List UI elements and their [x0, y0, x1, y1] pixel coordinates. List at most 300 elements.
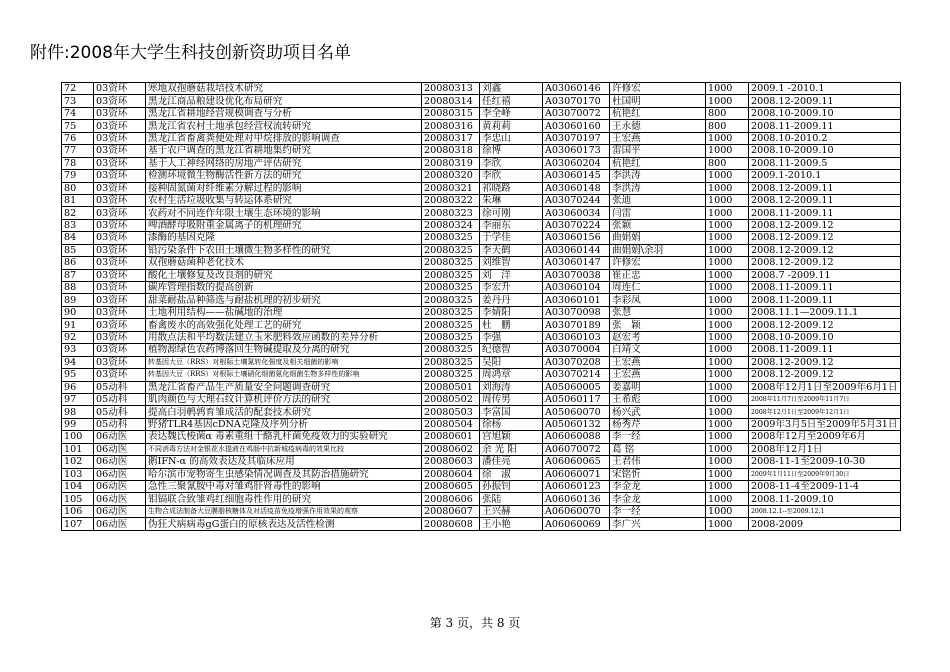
table-row [62, 294, 901, 306]
advisor-cell: 李彩凤 [610, 294, 706, 306]
student-id-cell: A06060071 [543, 468, 610, 480]
college-cell: 03资环 [94, 145, 146, 157]
advisor-cell: 许修宏 [610, 83, 706, 95]
college-cell: 03资环 [94, 294, 146, 306]
college-cell: 03资环 [94, 257, 146, 269]
leader-cell: 黄莉莉 [480, 120, 543, 132]
table-row [62, 306, 901, 318]
advisor-cell: 李金龙 [610, 493, 706, 505]
leader-cell: 祁晓路 [480, 182, 543, 194]
period-cell: 2008.12-2009.12 [749, 219, 901, 231]
table-row [62, 157, 901, 169]
project-name-cell: 转基因大豆（RRS）对根际土壤硝化细菌氨化细菌生物多样性的影响 [146, 369, 422, 381]
project-name-cell: 黑龙江省畜产品生产质量安全问题调查研究 [146, 381, 422, 393]
table-row [62, 431, 901, 443]
student-id-cell: A06070072 [543, 443, 610, 455]
student-id-cell: A06060065 [543, 456, 610, 468]
period-cell: 2008.11.1—2009.11.1 [749, 306, 901, 318]
leader-cell: 李忠山 [480, 132, 543, 144]
funding-cell: 1000 [706, 493, 749, 505]
leader-cell: 徐博 [480, 145, 543, 157]
project-code-cell: 20080325 [422, 331, 480, 343]
student-id-cell: A03060101 [543, 294, 610, 306]
college-cell: 06动医 [94, 493, 146, 505]
project-name-cell: 漆酶的基因克隆 [146, 232, 422, 244]
project-name-cell: 基于人工神经网络的房地产评估研究 [146, 157, 422, 169]
project-table [61, 82, 901, 531]
project-name-cell: 寒地双孢蘑菇栽培技术研究 [146, 83, 422, 95]
project-code-cell: 20080317 [422, 132, 480, 144]
college-cell: 03资环 [94, 219, 146, 231]
project-name-cell: 农村生活垃圾收集与转运体系研究 [146, 194, 422, 206]
row-number-cell: 75 [62, 120, 94, 132]
funding-cell: 1000 [706, 393, 749, 405]
advisor-cell: 王宏燕 [610, 369, 706, 381]
student-id-cell: A03070170 [543, 95, 610, 107]
table-row [62, 132, 901, 144]
funding-cell: 1000 [706, 182, 749, 194]
funding-cell: 1000 [706, 381, 749, 393]
funding-cell: 1000 [706, 481, 749, 493]
period-cell: 2008.11-2009.11 [749, 344, 901, 356]
student-id-cell: A03060173 [543, 145, 610, 157]
row-number-cell: 82 [62, 207, 94, 219]
student-id-cell: A03070214 [543, 369, 610, 381]
project-name-cell: 植物源绿色农药博落回生物碱提取及分离的研究 [146, 344, 422, 356]
student-id-cell: A03070208 [543, 356, 610, 368]
college-cell: 06动医 [94, 468, 146, 480]
leader-cell: 张陆 [480, 493, 543, 505]
project-code-cell: 20080321 [422, 182, 480, 194]
student-id-cell: A03070072 [543, 107, 610, 119]
project-code-cell: 20080504 [422, 418, 480, 430]
project-code-cell: 20080324 [422, 219, 480, 231]
college-cell: 03资环 [94, 107, 146, 119]
advisor-cell: 李金龙 [610, 481, 706, 493]
student-id-cell: A03070197 [543, 132, 610, 144]
student-id-cell: A03070038 [543, 269, 610, 281]
period-cell: 2008-11-4至2009-11-4 [749, 481, 901, 493]
project-code-cell: 20080313 [422, 83, 480, 95]
project-code-cell: 20080318 [422, 145, 480, 157]
college-cell: 05动科 [94, 406, 146, 418]
table-row [62, 83, 901, 95]
project-name-cell: 野猪TLR4基因cDNA克隆及序列分析 [146, 418, 422, 430]
page-title: 附件:2008年大学生科技创新资助项目名单 [30, 43, 351, 63]
leader-cell: 刘维智 [480, 257, 543, 269]
row-number-cell: 79 [62, 170, 94, 182]
period-cell: 2008.12-2009.12 [749, 369, 901, 381]
funding-cell: 1000 [706, 95, 749, 107]
period-cell: 2008.10-2009.10 [749, 145, 901, 157]
advisor-cell: 王君伟 [610, 456, 706, 468]
table-row [62, 356, 901, 368]
page-footer: 第 3 页，共 8 页 [429, 616, 521, 630]
row-number-cell: 107 [62, 518, 94, 530]
advisor-cell: 张慧 [610, 306, 706, 318]
funding-cell: 1000 [706, 145, 749, 157]
period-cell: 2008.12-2009.12 [749, 244, 901, 256]
project-code-cell: 20080502 [422, 393, 480, 405]
advisor-cell: 曲娟娟\余羽 [610, 244, 706, 256]
project-code-cell: 20080605 [422, 481, 480, 493]
leader-cell: 刘鑫 [480, 83, 543, 95]
leader-cell: 徐可刚 [480, 207, 543, 219]
project-name-cell: 钼镉联合致雏鸡红细胞毒性作用的研究 [146, 493, 422, 505]
project-code-cell: 20080607 [422, 505, 480, 517]
period-cell: 2008.11-2009.5 [749, 157, 901, 169]
project-name-cell: 基于农户调查的黑龙江省耕地集约研究 [146, 145, 422, 157]
table-body [62, 83, 901, 531]
row-number-cell: 83 [62, 219, 94, 231]
project-name-cell: 生物合成法制备大豆膜脂核糖体及对活疫苗免疫增强作用效果的观察 [146, 505, 422, 517]
row-number-cell: 101 [62, 443, 94, 455]
advisor-cell: 王宏燕 [610, 132, 706, 144]
table-row [62, 369, 901, 381]
row-number-cell: 104 [62, 481, 94, 493]
table-row [62, 518, 901, 530]
advisor-cell: 张颖 [610, 219, 706, 231]
table-row [62, 481, 901, 493]
project-name-cell: 啤酒酵母吸附重金属离子的机理研究 [146, 219, 422, 231]
funding-cell: 1000 [706, 356, 749, 368]
table-row [62, 120, 901, 132]
college-cell: 03资环 [94, 120, 146, 132]
project-code-cell: 20080322 [422, 194, 480, 206]
project-code-cell: 20080323 [422, 207, 480, 219]
student-id-cell: A03070224 [543, 219, 610, 231]
college-cell: 03资环 [94, 369, 146, 381]
leader-cell: 徐 淑 [480, 468, 543, 480]
row-number-cell: 86 [62, 257, 94, 269]
period-cell: 2008-11-1至2009-10-30 [749, 456, 901, 468]
table-row [62, 269, 901, 281]
row-number-cell: 74 [62, 107, 94, 119]
table-row [62, 456, 901, 468]
period-cell: 2008-2009 [749, 518, 901, 530]
project-name-cell: 表达魏氏梭菌α 毒素重组干酪乳杆菌免疫效力的实验研究 [146, 431, 422, 443]
college-cell: 03资环 [94, 170, 146, 182]
row-number-cell: 100 [62, 431, 94, 443]
period-cell: 2008.11-2009.11 [749, 294, 901, 306]
leader-cell: 杜 鹏 [480, 319, 543, 331]
row-number-cell: 78 [62, 157, 94, 169]
row-number-cell: 94 [62, 356, 94, 368]
project-name-cell: 黑龙江省农村土地承包经营权流转研究 [146, 120, 422, 132]
project-name-cell: 黑龙江省畜禽粪便处理对甲烷排放的影响调查 [146, 132, 422, 144]
advisor-cell: 杭艳红 [610, 157, 706, 169]
project-code-cell: 20080316 [422, 120, 480, 132]
college-cell: 06动医 [94, 518, 146, 530]
funding-cell: 1000 [706, 319, 749, 331]
project-code-cell: 20080325 [422, 232, 480, 244]
project-name-cell: 土地利用结构——盐碱地的治理 [146, 306, 422, 318]
period-cell: 2008.11-2009.11 [749, 282, 901, 294]
college-cell: 03资环 [94, 157, 146, 169]
student-id-cell: A03060148 [543, 182, 610, 194]
advisor-cell: 李一经 [610, 431, 706, 443]
leader-cell: 姜丹丹 [480, 294, 543, 306]
project-code-cell: 20080325 [422, 269, 480, 281]
advisor-cell: 曲娟娟 [610, 232, 706, 244]
table-row [62, 493, 901, 505]
project-name-cell: 不同消毒方法对金银花水提液在鸡肠中抗新城疫病毒的效果比较 [146, 443, 422, 455]
row-number-cell: 88 [62, 282, 94, 294]
advisor-cell: 赵宏考 [610, 331, 706, 343]
period-cell: 2009年3月5日至2009年5月31日 [749, 418, 901, 430]
college-cell: 03资环 [94, 319, 146, 331]
table-row [62, 468, 901, 480]
project-name-cell: 检测环境微生物酶活性新方法的研究 [146, 170, 422, 182]
project-name-cell: 甜菜耐盐品种筛选与耐盐机理的初步研究 [146, 294, 422, 306]
row-number-cell: 95 [62, 369, 94, 381]
advisor-cell: 闫雷 [610, 207, 706, 219]
leader-cell: 李宏升 [480, 282, 543, 294]
project-code-cell: 20080325 [422, 356, 480, 368]
row-number-cell: 93 [62, 344, 94, 356]
college-cell: 06动医 [94, 431, 146, 443]
project-code-cell: 20080319 [422, 157, 480, 169]
college-cell: 03资环 [94, 331, 146, 343]
college-cell: 03资环 [94, 306, 146, 318]
table-row [62, 170, 901, 182]
project-code-cell: 20080606 [422, 493, 480, 505]
funding-cell: 1000 [706, 257, 749, 269]
leader-cell: 朱琳 [480, 194, 543, 206]
project-name-cell: 酸化土壤修复及改良剂的研究 [146, 269, 422, 281]
period-cell: 2008.12-2009.12 [749, 232, 901, 244]
funding-cell: 1000 [706, 282, 749, 294]
advisor-cell: 崔正忠 [610, 269, 706, 281]
row-number-cell: 85 [62, 244, 94, 256]
student-id-cell: A03070004 [543, 344, 610, 356]
project-code-cell: 20080608 [422, 518, 480, 530]
project-name-cell: 黑龙江商品粮建设优化布局研究 [146, 95, 422, 107]
student-id-cell: A05060070 [543, 406, 610, 418]
college-cell: 06动医 [94, 505, 146, 517]
advisor-cell: 王永德 [610, 120, 706, 132]
funding-cell: 1000 [706, 331, 749, 343]
leader-cell: 李丽东 [480, 219, 543, 231]
row-number-cell: 84 [62, 232, 94, 244]
row-number-cell: 103 [62, 468, 94, 480]
project-code-cell: 20080325 [422, 369, 480, 381]
funding-cell: 1000 [706, 344, 749, 356]
project-code-cell: 20080320 [422, 170, 480, 182]
college-cell: 03资环 [94, 344, 146, 356]
college-cell: 03资环 [94, 95, 146, 107]
table-row [62, 257, 901, 269]
project-name-cell: 提高白羽鹌鹑育雏成活的配套技术研究 [146, 406, 422, 418]
funding-cell: 1000 [706, 369, 749, 381]
project-name-cell: 鹅IFN-α 的高效表达及其临床应用 [146, 456, 422, 468]
leader-cell: 李强 [480, 331, 543, 343]
project-code-cell: 20080325 [422, 319, 480, 331]
table-row [62, 107, 901, 119]
student-id-cell: A03060147 [543, 257, 610, 269]
funding-cell: 800 [706, 157, 749, 169]
college-cell: 03资环 [94, 356, 146, 368]
project-code-cell: 20080503 [422, 406, 480, 418]
funding-cell: 800 [706, 120, 749, 132]
project-name-cell: 急性三聚氰胺中毒对雏鸡肝肾毒性的影响 [146, 481, 422, 493]
project-name-cell: 畜禽废水的高效强化处理工艺的研究 [146, 319, 422, 331]
row-number-cell: 105 [62, 493, 94, 505]
period-cell: 2008.10-2009.10 [749, 107, 901, 119]
advisor-cell: 杭艳红 [610, 107, 706, 119]
college-cell: 03资环 [94, 282, 146, 294]
period-cell: 2008.12-2009.12 [749, 257, 901, 269]
advisor-cell: 姜嘉明 [610, 381, 706, 393]
row-number-cell: 92 [62, 331, 94, 343]
advisor-cell: 王希彪 [610, 393, 706, 405]
advisor-cell: 葛 铭 [610, 443, 706, 455]
leader-cell: 于学佳 [480, 232, 543, 244]
row-number-cell: 90 [62, 306, 94, 318]
table-row [62, 406, 901, 418]
row-number-cell: 73 [62, 95, 94, 107]
advisor-cell: 张迪 [610, 194, 706, 206]
project-name-cell: 双孢蘑菇菌种老化技术 [146, 257, 422, 269]
row-number-cell: 87 [62, 269, 94, 281]
project-table-wrapper [61, 82, 901, 531]
leader-cell: 余 光 阳 [480, 443, 543, 455]
student-id-cell: A06060070 [543, 505, 610, 517]
college-cell: 06动医 [94, 456, 146, 468]
project-name-cell: 哈尔滨市宠物寄生虫感染情况调查及其防治措施研究 [146, 468, 422, 480]
period-cell: 2008.12-2009.12 [749, 319, 901, 331]
student-id-cell: A03070189 [543, 319, 610, 331]
leader-cell: 宫旭颖 [480, 431, 543, 443]
project-name-cell: 铅污染条件下农田土壤微生物多样性的研究 [146, 244, 422, 256]
leader-cell: 周传男 [480, 393, 543, 405]
row-number-cell: 77 [62, 145, 94, 157]
leader-cell: 孙振钊 [480, 481, 543, 493]
leader-cell: 李天鹤 [480, 244, 543, 256]
advisor-cell: 杨兴武 [610, 406, 706, 418]
college-cell: 03资环 [94, 182, 146, 194]
table-row [62, 418, 901, 430]
project-code-cell: 20080603 [422, 456, 480, 468]
row-number-cell: 102 [62, 456, 94, 468]
funding-cell: 1000 [706, 518, 749, 530]
period-cell: 2008.12-2009.12 [749, 356, 901, 368]
advisor-cell: 宋铭忻 [610, 468, 706, 480]
table-row [62, 319, 901, 331]
funding-cell: 1000 [706, 207, 749, 219]
leader-cell: 任红禧 [480, 95, 543, 107]
project-code-cell: 20080601 [422, 431, 480, 443]
project-name-cell: 转基因大豆（RRS）对根际土壤氮转化强度及相关细菌的影响 [146, 356, 422, 368]
table-row [62, 232, 901, 244]
project-name-cell: 农药对不同连作年限土壤生态环境的影响 [146, 207, 422, 219]
row-number-cell: 91 [62, 319, 94, 331]
leader-cell: 李欣 [480, 170, 543, 182]
period-cell: 2008.10-2009.10 [749, 331, 901, 343]
student-id-cell: A05060117 [543, 393, 610, 405]
funding-cell: 1000 [706, 443, 749, 455]
advisor-cell: 张 颖 [610, 319, 706, 331]
project-name-cell: 接种固氮菌对纤维素分解过程的影响 [146, 182, 422, 194]
leader-cell: 王兴赫 [480, 505, 543, 517]
advisor-cell: 杨秀芹 [610, 418, 706, 430]
project-name-cell: 碳库管理指数的提高创新 [146, 282, 422, 294]
college-cell: 03资环 [94, 83, 146, 95]
period-cell: 2009年1月11日至2009年9月30日 [749, 468, 901, 480]
table-row [62, 393, 901, 405]
table-row [62, 381, 901, 393]
student-id-cell: A03060145 [543, 170, 610, 182]
college-cell: 03资环 [94, 132, 146, 144]
project-code-cell: 20080325 [422, 294, 480, 306]
period-cell: 2008.10-2010.2 [749, 132, 901, 144]
student-id-cell: A06060069 [543, 518, 610, 530]
student-id-cell: A03060034 [543, 207, 610, 219]
funding-cell: 1000 [706, 418, 749, 430]
period-cell: 2008年12月1日至2009年6月1日 [749, 381, 901, 393]
project-code-cell: 20080325 [422, 306, 480, 318]
advisor-cell: 杜国明 [610, 95, 706, 107]
student-id-cell: A03060204 [543, 157, 610, 169]
period-cell: 2008年12月至2009年6月 [749, 431, 901, 443]
project-code-cell: 20080314 [422, 95, 480, 107]
project-code-cell: 20080604 [422, 468, 480, 480]
funding-cell: 1000 [706, 83, 749, 95]
college-cell: 05动科 [94, 393, 146, 405]
row-number-cell: 96 [62, 381, 94, 393]
period-cell: 2008.11-2009.11 [749, 120, 901, 132]
leader-cell: 刘海涛 [480, 381, 543, 393]
row-number-cell: 97 [62, 393, 94, 405]
advisor-cell: 李广兴 [610, 518, 706, 530]
leader-cell: 李富国 [480, 406, 543, 418]
project-name-cell: 肌肉颜色与大理石纹计算机评价方法的研究 [146, 393, 422, 405]
college-cell: 03资环 [94, 232, 146, 244]
table-row [62, 182, 901, 194]
leader-cell: 纪德智 [480, 344, 543, 356]
period-cell: 2008年12月1日至2009年12月1日 [749, 406, 901, 418]
funding-cell: 1000 [706, 132, 749, 144]
student-id-cell: A06060136 [543, 493, 610, 505]
funding-cell: 1000 [706, 306, 749, 318]
funding-cell: 1000 [706, 431, 749, 443]
row-number-cell: 89 [62, 294, 94, 306]
table-row [62, 331, 901, 343]
period-cell: 2008.11-2009.10 [749, 493, 901, 505]
advisor-cell: 周连仁 [610, 282, 706, 294]
period-cell: 2009.1-2010.1 [749, 170, 901, 182]
college-cell: 06动医 [94, 481, 146, 493]
student-id-cell: A03060144 [543, 244, 610, 256]
period-cell: 2008.12-2009.11 [749, 182, 901, 194]
advisor-cell: 王宏燕 [610, 356, 706, 368]
table-row [62, 95, 901, 107]
college-cell: 03资环 [94, 269, 146, 281]
table-row [62, 244, 901, 256]
leader-cell: 李欣 [480, 157, 543, 169]
funding-cell: 1000 [706, 232, 749, 244]
period-cell: 2008.12-2009.11 [749, 194, 901, 206]
funding-cell: 1000 [706, 170, 749, 182]
funding-cell: 1000 [706, 505, 749, 517]
period-cell: 2008.7 -2009.11 [749, 269, 901, 281]
advisor-cell: 许修宏 [610, 257, 706, 269]
student-id-cell: A03060160 [543, 120, 610, 132]
table-row [62, 344, 901, 356]
student-id-cell: A05060005 [543, 381, 610, 393]
period-cell: 2008.12.1--至2009.12.1 [749, 505, 901, 517]
row-number-cell: 76 [62, 132, 94, 144]
